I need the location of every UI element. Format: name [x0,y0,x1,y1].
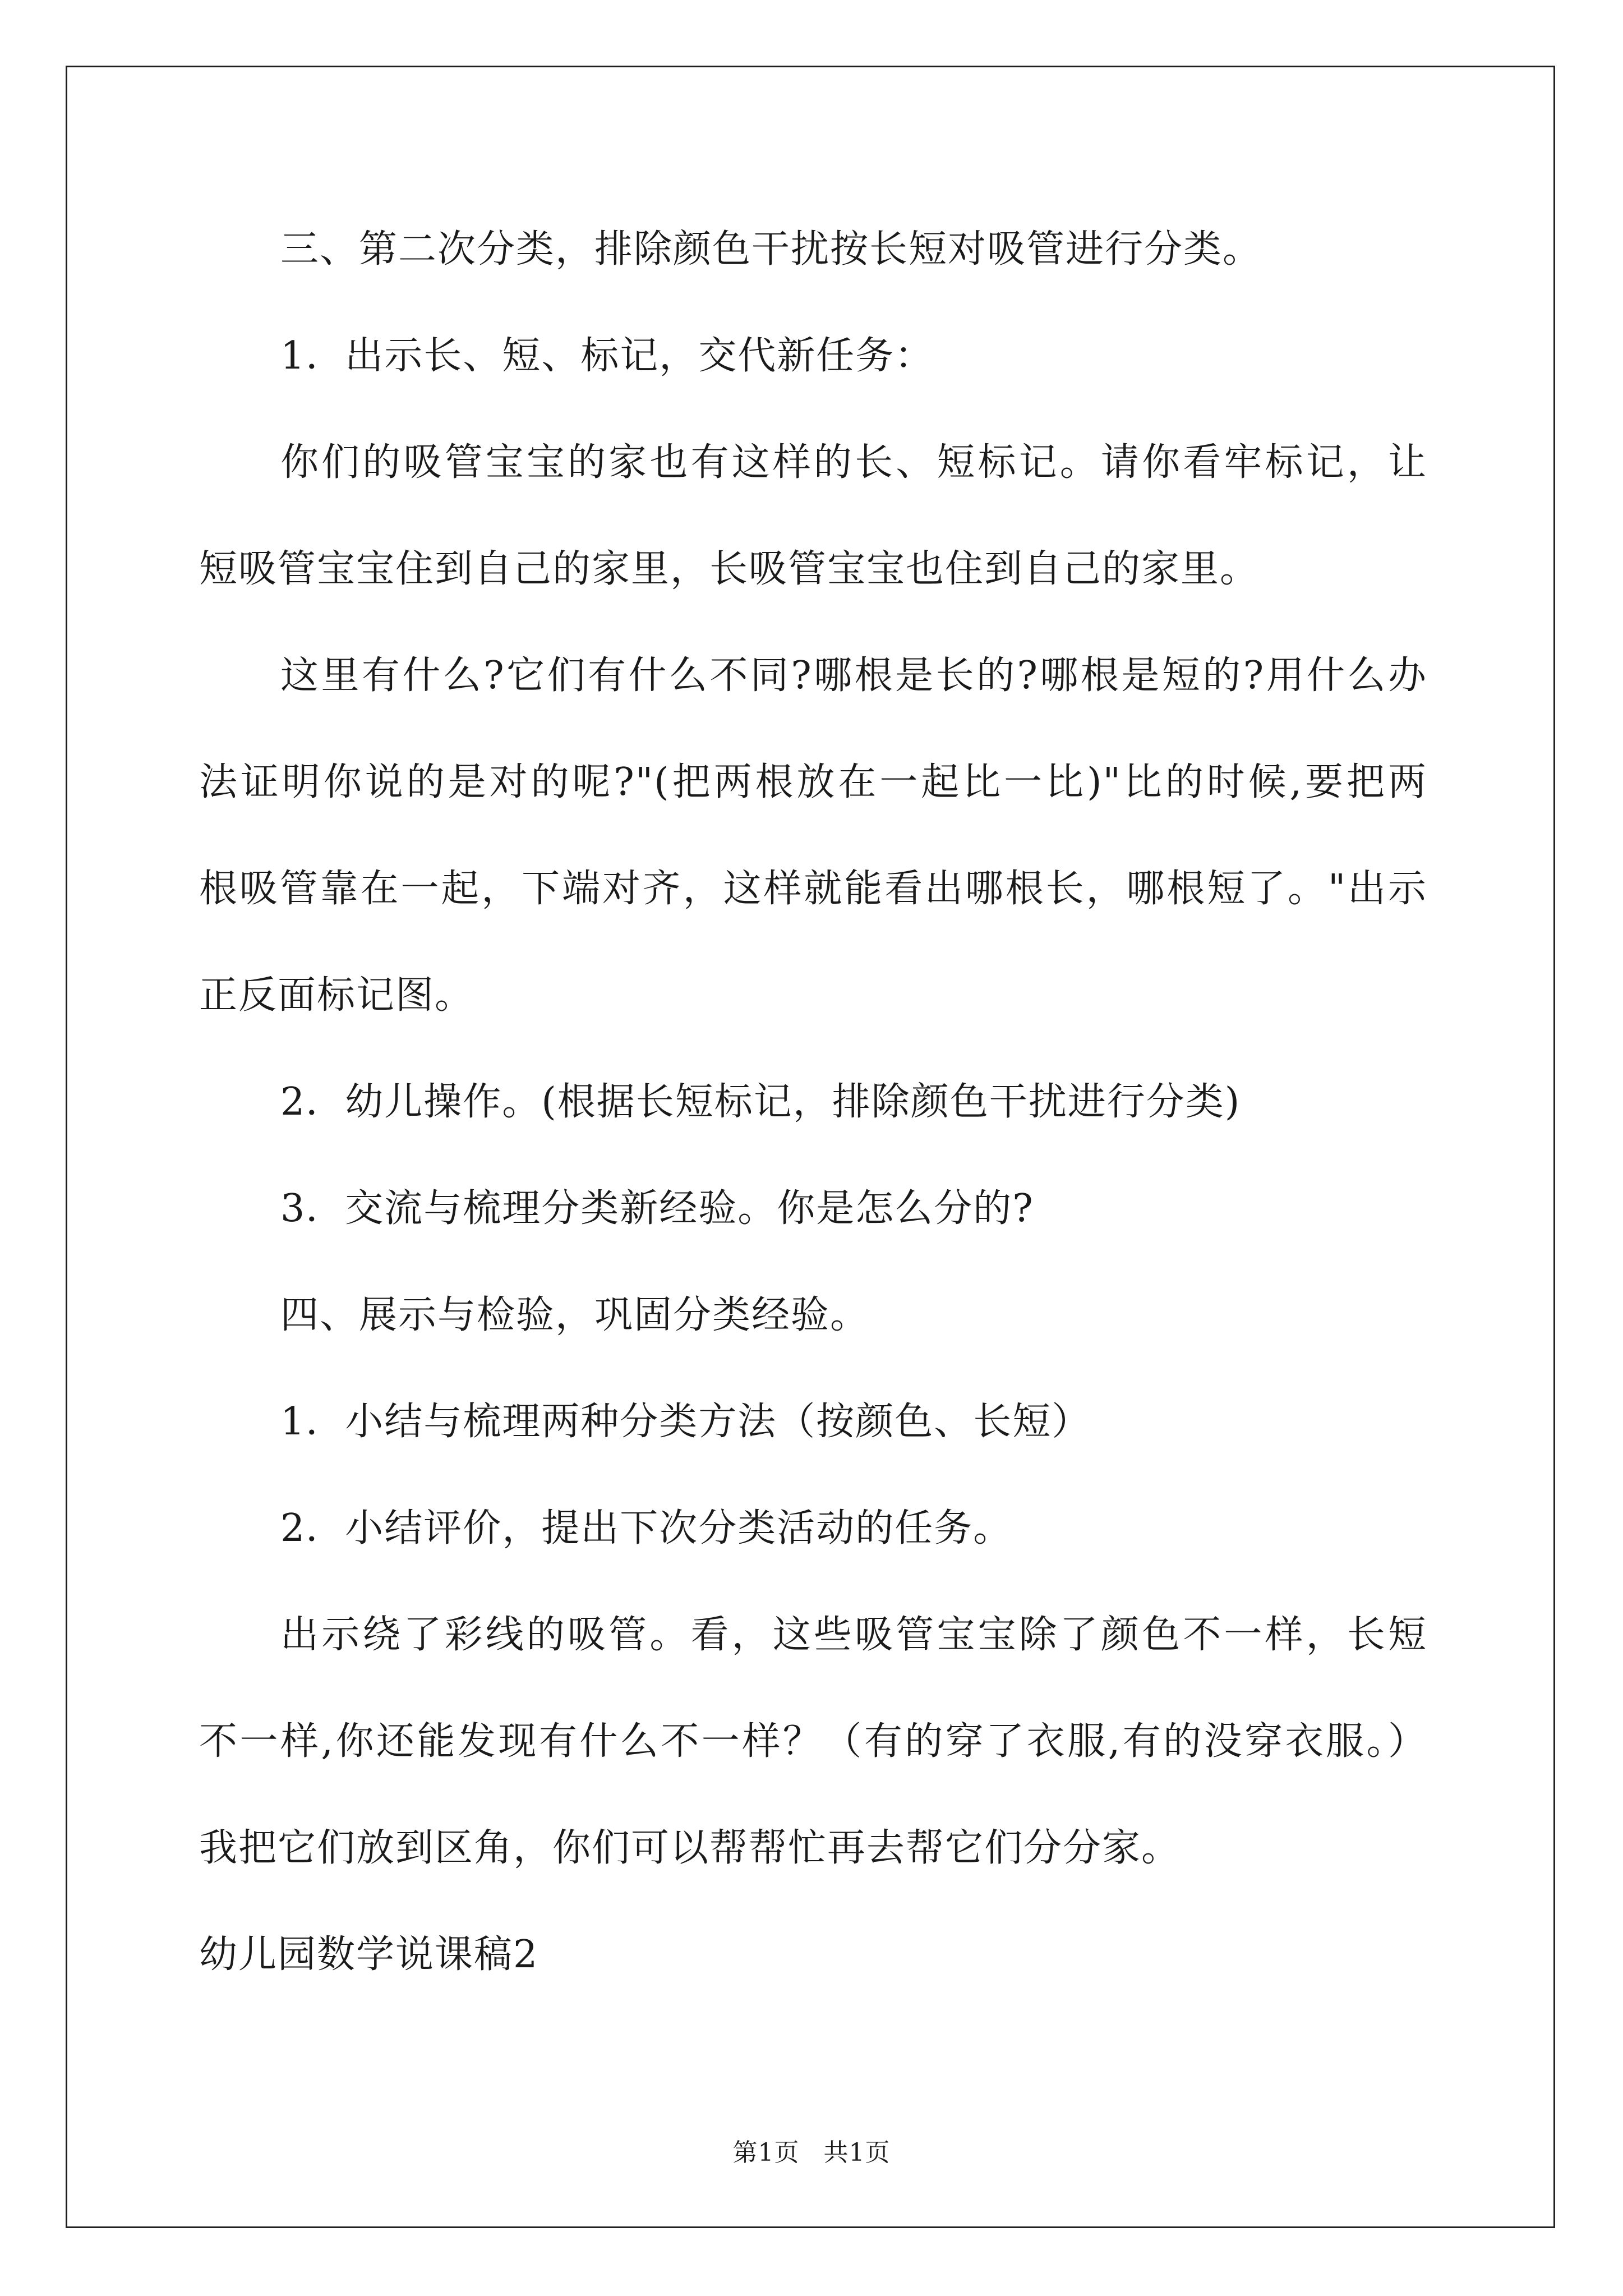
paragraph-line: 3．交流与梳理分类新经验。你是怎么分的? [280,1186,1034,1231]
section-heading-3: 三、第二次分类，排除颜色干扰按长短对吸管进行分类。 [280,227,1262,272]
paragraph-line: 你们的吸管宝宝的家也有这样的长、短标记。请你看牢标记，让 [280,440,1427,485]
paragraph-line: 正反面标记图。 [199,973,474,1018]
paragraph-line: 2．幼儿操作。(根据长短标记，排除颜色干扰进行分类) [280,1080,1241,1124]
document-subtitle: 幼儿园数学说课稿2 [199,1932,539,1977]
paragraph-line: 根吸管靠在一起，下端对齐，这样就能看出哪根长，哪根短了。"出示 [199,867,1427,911]
paragraph-line: 出示绕了彩线的吸管。看，这些吸管宝宝除了颜色不一样，长短 [280,1613,1427,1657]
paragraph-line: 法证明你说的是对的呢?"(把两根放在一起比一比)"比的时候,要把两 [199,760,1428,804]
paragraph-line: 我把它们放到区角，你们可以帮帮忙再去帮它们分分家。 [199,1826,1181,1870]
page-number-total: 共1页 [823,2138,891,2167]
page-border [66,66,1555,2228]
paragraph-line: 2．小结评价，提出下次分类活动的任务。 [280,1506,1013,1550]
paragraph-line: 这里有什么?它们有什么不同?哪根是长的?哪根是短的?用什么办 [280,654,1427,698]
paragraph-line: 1．小结与梳理两种分类方法（按颜色、长短） [280,1400,1091,1444]
page-footer [0,2137,1623,2169]
section-heading-4: 四、展示与检验，巩固分类经验。 [280,1293,870,1337]
paragraph-line: 1．出示长、短、标记，交代新任务： [280,334,934,378]
page-number-current: 第1页 [732,2138,800,2167]
paragraph-line: 不一样,你还能发现有什么不一样？（有的穿了衣服,有的没穿衣服。） [199,1719,1427,1764]
paragraph-line: 短吸管宝宝住到自己的家里，长吸管宝宝也住到自己的家里。 [199,547,1260,591]
